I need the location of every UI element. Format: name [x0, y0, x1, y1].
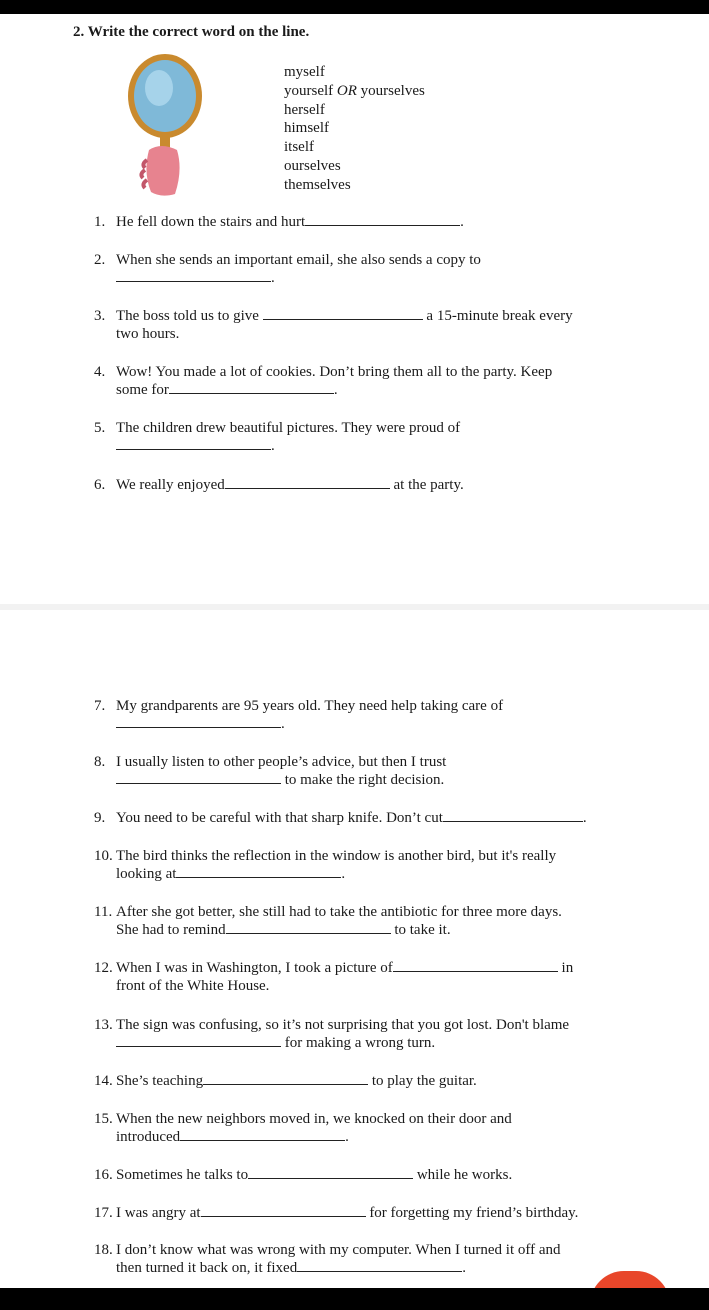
- exercise-heading: 2. Write the correct word on the line.: [73, 24, 310, 40]
- word-bank-item: ourselves: [284, 157, 341, 174]
- answer-blank[interactable]: [297, 1259, 462, 1272]
- answer-blank[interactable]: [176, 865, 341, 878]
- question-14: 14. She’s teaching to play the guitar.: [94, 1073, 477, 1089]
- word-bank: [284, 63, 425, 195]
- question-12: 12. When I was in Washington, I took a picture of in front of the White House.: [94, 960, 574, 994]
- question-6: 6. We really enjoyed at the party.: [94, 477, 464, 493]
- question-16: 16. Sometimes he talks to while he works.: [94, 1167, 513, 1183]
- answer-blank[interactable]: [248, 1166, 413, 1179]
- question-3: 3. The boss told us to give a 15-minute break every two hours.: [94, 308, 573, 342]
- question-8: 8. I usually listen to other people’s advice, but then I trust to make the right decision.: [94, 754, 447, 788]
- answer-blank[interactable]: [203, 1072, 368, 1085]
- answer-blank[interactable]: [169, 381, 334, 394]
- top-bar: [0, 0, 709, 14]
- word-bank-item: herself: [284, 101, 325, 118]
- word-bank-item: himself: [284, 120, 329, 137]
- question-18: 18. I don’t know what was wrong with my computer. When I turned it off and then turned it back on, it fixed .: [94, 1242, 561, 1276]
- word-bank-item: yourself OR yourselves: [284, 82, 425, 99]
- bottom-bar: [0, 1288, 709, 1310]
- answer-blank[interactable]: [263, 307, 423, 320]
- answer-blank[interactable]: [305, 213, 460, 226]
- question-4: 4. Wow! You made a lot of cookies. Don’t bring them all to the party. Keep some for .: [94, 364, 553, 398]
- answer-blank[interactable]: [116, 771, 281, 784]
- question-15: 15. When the new neighbors moved in, we knocked on their door and introduced .: [94, 1111, 512, 1145]
- answer-blank[interactable]: [393, 959, 558, 972]
- answer-blank[interactable]: [116, 715, 281, 728]
- answer-blank[interactable]: [116, 437, 271, 450]
- answer-blank[interactable]: [180, 1128, 345, 1141]
- question-10: 10. The bird thinks the reflection in the window is another bird, but it's really looking at .: [94, 848, 557, 882]
- page-divider: [0, 604, 709, 610]
- answer-blank[interactable]: [443, 809, 583, 822]
- question-7: 7. My grandparents are 95 years old. They need help taking care of .: [94, 698, 504, 732]
- answer-blank[interactable]: [116, 269, 271, 282]
- question-1: 1. He fell down the stairs and hurt .: [94, 214, 464, 230]
- question-2: 2. When she sends an important email, she also sends a copy to .: [94, 252, 481, 286]
- question-13: 13. The sign was confusing, so it’s not surprising that you got lost. Don't blame for making a wrong turn.: [94, 1017, 570, 1051]
- answer-blank[interactable]: [201, 1204, 366, 1217]
- question-11: 11. After she got better, she still had to take the antibiotic for three more days. She had to remind to take it.: [94, 904, 562, 938]
- word-bank-item: themselves: [284, 176, 351, 193]
- word-bank-item: itself: [284, 139, 314, 156]
- question-17: 17. I was angry at for forgetting my friend’s birthday.: [94, 1205, 579, 1221]
- answer-blank[interactable]: [116, 1034, 281, 1047]
- answer-blank[interactable]: [225, 476, 390, 489]
- hand-mirror-illustration: [125, 52, 205, 197]
- question-5: 5. The children drew beautiful pictures. They were proud of .: [94, 420, 461, 454]
- answer-blank[interactable]: [226, 921, 391, 934]
- word-bank-item: myself: [284, 64, 325, 80]
- question-9: 9. You need to be careful with that sharp knife. Don’t cut .: [94, 810, 587, 826]
